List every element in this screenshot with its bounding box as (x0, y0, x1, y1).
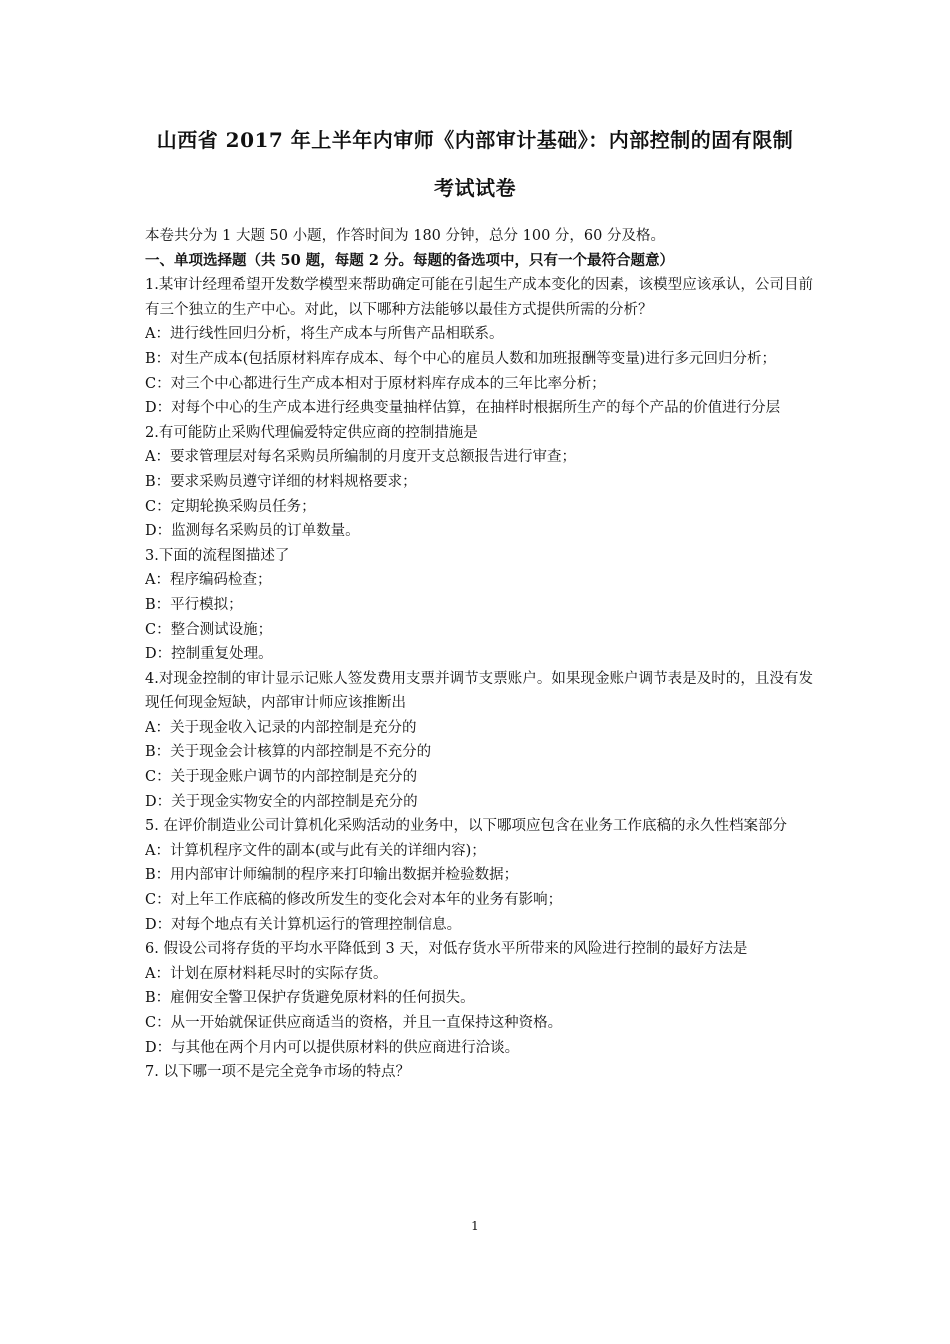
exam-intro: 本卷共分为 1 大题 50 小题，作答时间为 180 分钟，总分 100 分，60 分及格。 (145, 228, 665, 244)
answer-option: A：计划在原材料耗尽时的实际存货。 (145, 965, 388, 982)
answer-option: C：定期轮换采购员任务； (145, 498, 316, 515)
question-stem: 3.下面的流程图描述了 (145, 547, 290, 564)
question-stem: 1.某审计经理希望开发数学模型来帮助确定可能在引起生产成本变化的因素，该模型应该承认，公司目前有三个独立的生产中心。对此，以下哪种方法能够以最佳方式提供所需的分析？ (145, 277, 813, 318)
answer-option: A：进行线性回归分析，将生产成本与所售产品相联系。 (145, 326, 504, 343)
answer-option: B：关于现金会计核算的内部控制是不充分的 (145, 744, 432, 761)
question-stem: 7. 以下哪一项不是完全竞争市场的特点？ (145, 1064, 410, 1081)
answer-option: B：对生产成本(包括原材料库存成本、每个中心的雇员人数和加班报酬等变量)进行多元回归分析； (145, 350, 776, 367)
answer-option: D：关于现金实物安全的内部控制是充分的 (145, 793, 418, 810)
answer-option: B：雇佣安全警卫保护存货避免原材料的任何损失。 (145, 990, 475, 1007)
answer-option: B：要求采购员遵守详细的材料规格要求； (145, 473, 417, 490)
answer-option: B：用内部审计师编制的程序来打印输出数据并检验数据； (145, 867, 519, 884)
answer-option: D：对每个中心的生产成本进行经典变量抽样估算，在抽样时根据所生产的每个产品的价值进行分层 (145, 400, 781, 417)
answer-option: D：与其他在两个月内可以提供原材料的供应商进行洽谈。 (145, 1039, 520, 1056)
page-number: 1 (471, 1219, 479, 1233)
answer-option: D：对每个地点有关计算机运行的管理控制信息。 (145, 916, 462, 933)
answer-option: A：关于现金收入记录的内部控制是充分的 (145, 719, 417, 736)
question-stem: 6. 假设公司将存货的平均水平降低到 3 天，对低存货水平所带来的风险进行控制的最好方法是 (145, 941, 748, 958)
answer-option: C：关于现金账户调节的内部控制是充分的 (145, 769, 418, 786)
answer-option: C：对三个中心都进行生产成本相对于原材料库存成本的三年比率分析； (145, 375, 606, 392)
page-title: 山西省 2017 年上半年内审师《内部审计基础》：内部控制的固有限制 (156, 128, 794, 152)
answer-option: D：监测每名采购员的订单数量。 (145, 523, 360, 540)
page-title-continuation: 考试试卷 (434, 176, 516, 200)
answer-option: A：要求管理层对每名采购员所编制的月度开支总额报告进行审查； (145, 449, 576, 466)
question-stem: 5. 在评价制造业公司计算机化采购活动的业务中，以下哪项应包含在业务工作底稿的永久性档案部分 (145, 818, 787, 835)
question-stem: 2.有可能防止采购代理偏爱特定供应商的控制措施是 (145, 424, 478, 441)
question-stem: 4.对现金控制的审计显示记账人签发费用支票并调节支票账户。如果现金账户调节表是及时的，且没有发现任何现金短缺，内部审计师应该推断出 (145, 670, 813, 712)
answer-option: C：对上年工作底稿的修改所发生的变化会对本年的业务有影响； (145, 892, 563, 909)
answer-option: A：程序编码检查； (145, 572, 272, 589)
section-heading: 一、单项选择题（共 50 题，每题 2 分。每题的备选项中，只有一个最符合题意） (145, 251, 674, 269)
answer-option: A：计算机程序文件的副本(或与此有关的详细内容)； (145, 842, 486, 859)
answer-option: C：整合测试设施； (145, 621, 273, 638)
answer-option: D：控制重复处理。 (145, 646, 273, 663)
answer-option: B：平行模拟； (145, 596, 243, 613)
document-body (145, 224, 813, 1085)
answer-option: C：从一开始就保证供应商适当的资格，并且一直保持这种资格。 (145, 1015, 563, 1031)
